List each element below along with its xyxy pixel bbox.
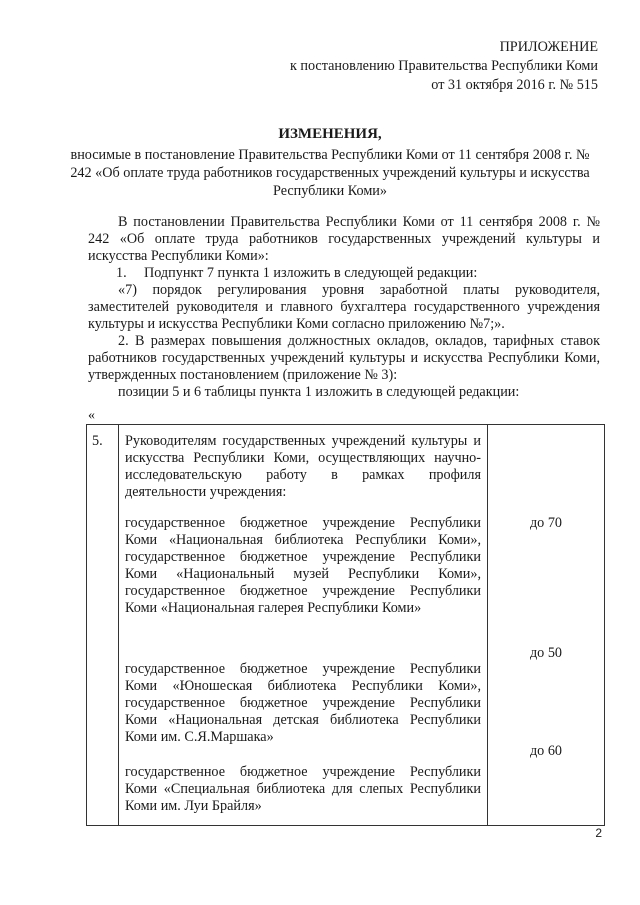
row-number: 5. <box>87 425 119 826</box>
group-3-text: государственное бюджетное учреждение Республики Коми «Специальная библиотека для слепых Республики Коми им. Луи Брайля» <box>125 764 481 814</box>
group-3-value: до 60 <box>529 743 563 759</box>
table-row <box>87 425 605 826</box>
appendix-header <box>290 38 598 95</box>
row-description <box>119 425 488 826</box>
opening-quote-mark: « <box>88 408 95 423</box>
row-values <box>488 425 605 826</box>
group-2-text: государственное бюджетное учреждение Республики Коми «Юношеская библиотека Республики Коми», государственное бюджетное учреждение Республики Коми «Национальная детская библиотека Республики Коми им. С.Я.Маршака» <box>125 661 481 745</box>
title-subtitle: вносимые в постановление Правительства Республики Коми от 11 сентября 2008 г. № 242 «Об оплате труда работников государственных учреждений культуры и искусства Республики Коми» <box>70 147 590 199</box>
item-1-number: 1. <box>116 265 127 281</box>
title-heading: ИЗМЕНЕНИЯ, <box>278 126 382 142</box>
appendix-label: ПРИЛОЖЕНИЕ <box>499 39 598 55</box>
document-title <box>60 125 600 200</box>
item-2-paragraph: 2. В размерах повышения должностных окладов, окладов, тарифных ставок работников государственных учреждений культуры и искусства Республики Коми, утвержденных постановлением (приложение № 3): <box>88 333 600 383</box>
appendix-date: от 31 октября 2016 г. № 515 <box>431 77 598 93</box>
group-1-value: до 70 <box>529 515 563 531</box>
document-body <box>88 214 600 401</box>
group-2-value: до 50 <box>529 645 563 661</box>
intro-paragraph: В постановлении Правительства Республики Коми от 11 сентября 2008 г. № 242 «Об оплате труда работников государственных учреждений культуры и искусства Республики Коми»: <box>88 214 600 264</box>
item-1-text: Подпункт 7 пункта 1 изложить в следующей редакции: <box>144 265 478 281</box>
group-1-text: государственное бюджетное учреждение Республики Коми «Национальная библиотека Республики Коми», государственное бюджетное учреждение Республики Коми «Национальный музей Республики Коми», государственное бюджетное учреждение Республики Коми «Национальная галерея Республики Коми» <box>125 515 481 616</box>
appendix-reference: к постановлению Правительства Республики Коми <box>289 58 598 74</box>
row-intro: Руководителям государственных учреждений культуры и искусства Республики Коми, осуществляющих научно-исследовательскую работу в рамках профиля деятельности учреждения: <box>125 433 481 500</box>
page-number: 2 <box>595 826 602 840</box>
item-1-quote: «7) порядок регулирования уровня заработной платы руководителя, заместителей руководителя и главного бухгалтера государственного учреждения культуры и искусства Республики Коми согласно приложению №7;». <box>88 282 600 332</box>
item-2-subparagraph: позиции 5 и 6 таблицы пункта 1 изложить в следующей редакции: <box>118 384 520 400</box>
item-1 <box>88 265 600 282</box>
rates-table <box>86 424 605 826</box>
